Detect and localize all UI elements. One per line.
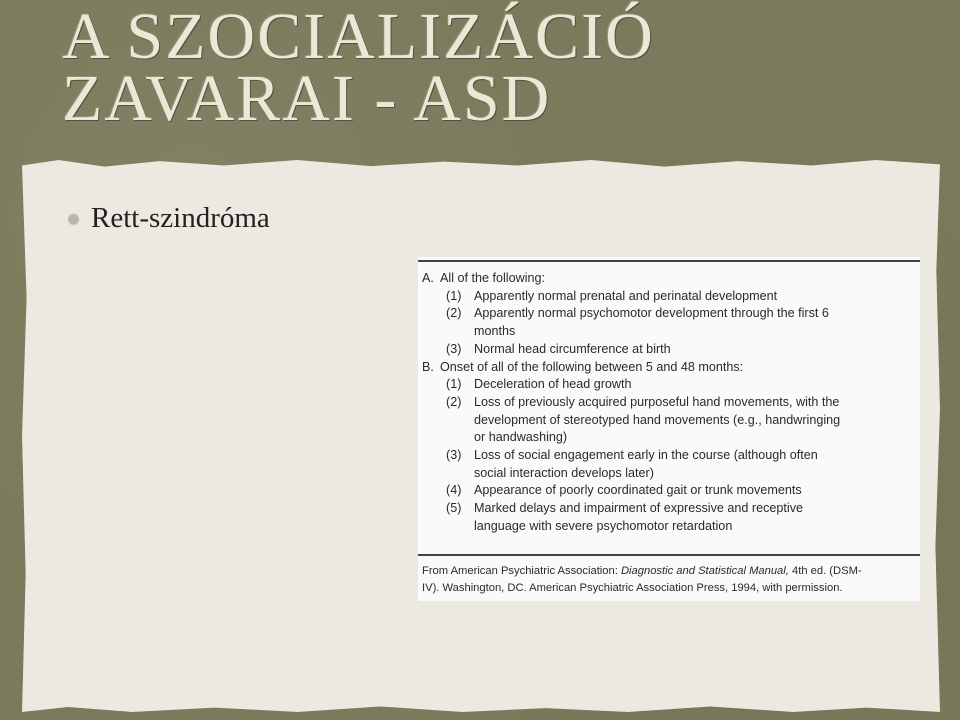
criterion-item-line — [422, 305, 918, 323]
slide-title-line-2: ZAVARAI - ASD — [62, 62, 552, 135]
criterion-item-line — [422, 323, 918, 341]
criterion-item-line — [422, 500, 918, 518]
criterion-item-number: (5) — [446, 501, 462, 516]
citation-prefix: From American Psychiatric Association: — [422, 565, 621, 577]
criterion-item-number: (2) — [446, 394, 462, 409]
criterion-heading-a — [422, 270, 918, 288]
criterion-item-line — [422, 341, 918, 359]
criterion-letter: A. — [422, 271, 434, 285]
criterion-b-items — [422, 376, 918, 535]
criterion-item-number: (4) — [446, 483, 462, 498]
citation-suffix: 4th ed. (DSM- — [788, 565, 862, 577]
criterion-item-line — [422, 482, 918, 500]
criterion-item-text: Apparently normal psychomotor development through the first 6 — [474, 306, 829, 321]
criterion-item-number: (3) — [446, 341, 462, 356]
criterion-item-text: Loss of social engagement early in the course (although often — [474, 448, 818, 463]
criterion-item-text: Loss of previously acquired purposeful hand movements, with the — [474, 394, 840, 409]
criterion-item-text: or handwashing) — [474, 430, 568, 445]
criterion-item-line — [422, 376, 918, 394]
criterion-letter: B. — [422, 359, 434, 374]
criterion-item-text: social interaction develops later) — [474, 465, 654, 480]
criterion-text: Onset of all of the following between 5 and 48 months: — [440, 359, 744, 374]
criteria-list — [422, 270, 918, 536]
slide-title — [62, 0, 655, 135]
criterion-item-text: Marked delays and impairment of expressive and receptive — [474, 501, 803, 516]
citation-book: Diagnostic and Statistical Manual, — [620, 565, 789, 577]
criterion-item-line — [422, 429, 918, 447]
criterion-text: All of the following: — [440, 271, 546, 285]
slide-title-line-1: A SZOCIALIZÁCIÓ — [62, 0, 655, 73]
criteria-image — [418, 257, 920, 601]
criterion-item-number: (2) — [446, 306, 462, 321]
bullet-dot-icon — [68, 213, 79, 224]
criterion-item-number: (1) — [446, 288, 462, 303]
criterion-heading-b — [422, 359, 918, 377]
bullet-item — [68, 202, 270, 235]
criterion-item-number: (1) — [446, 377, 462, 392]
bullet-text: Rett-szindróma — [91, 202, 270, 234]
criterion-item-line — [422, 288, 918, 306]
criterion-item-number: (3) — [446, 448, 462, 463]
citation-line-2: IV). Washington, DC. American Psychiatric Association Press, 1994, with permission. — [422, 582, 843, 594]
criterion-item-text: Apparently normal prenatal and perinatal development — [474, 288, 778, 303]
bottom-rule — [418, 554, 920, 556]
top-rule — [418, 260, 920, 262]
citation — [422, 563, 918, 597]
criterion-item-line — [422, 518, 918, 536]
citation-line-1 — [422, 563, 918, 580]
criterion-item-text: months — [474, 324, 516, 339]
criterion-item-text: language with severe psychomotor retardation — [474, 518, 733, 533]
criterion-a-items — [422, 288, 918, 359]
criterion-item-line — [422, 394, 918, 412]
criterion-item-text: Normal head circumference at birth — [474, 341, 671, 356]
criterion-item-line — [422, 412, 918, 430]
criterion-item-line — [422, 447, 918, 465]
criterion-item-text: development of stereotyped hand movements (e.g., handwringing — [474, 412, 841, 427]
criterion-item-text: Appearance of poorly coordinated gait or trunk movements — [474, 483, 802, 498]
criterion-item-line — [422, 465, 918, 483]
criterion-item-text: Deceleration of head growth — [474, 377, 632, 392]
